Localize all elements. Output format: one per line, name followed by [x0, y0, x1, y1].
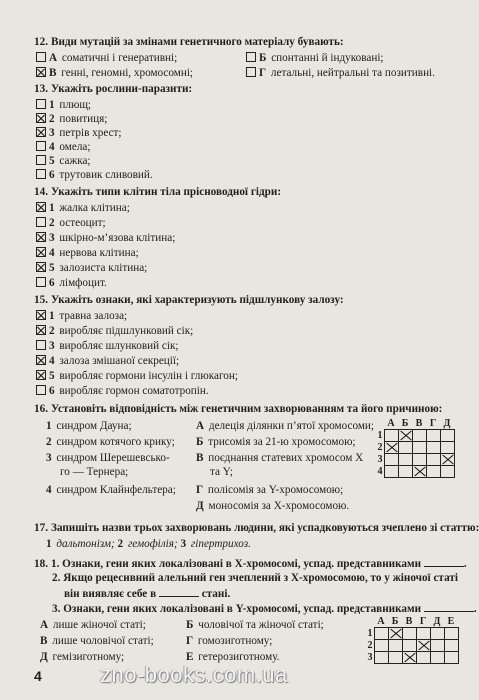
question-16: 16. Установіть відповідність між генетичним захворюванням та його причиною:: [34, 403, 443, 415]
q16-left-3b: го — Тернера;: [60, 466, 129, 478]
q16-answer-grid: [370, 417, 455, 478]
q12-option-c[interactable]: В генні, геномні, хромосомні;: [36, 66, 193, 80]
watermark: zno-books.com.ua: [100, 662, 288, 687]
checkbox-checked[interactable]: [36, 262, 46, 272]
grid-col-label: Д: [433, 615, 441, 627]
grid-cell[interactable]: [384, 466, 398, 478]
blank-line[interactable]: [159, 586, 199, 597]
grid-cell[interactable]: [440, 430, 454, 442]
grid-cell[interactable]: [430, 652, 444, 664]
grid-cell-marked[interactable]: [412, 466, 426, 478]
q14-option-5[interactable]: 5 залозиста клітина;: [36, 261, 147, 275]
grid-row-label: 4: [377, 466, 383, 477]
q13-option-3[interactable]: 3 петрів хрест;: [36, 126, 122, 140]
grid-cell[interactable]: [412, 442, 426, 454]
grid-cell[interactable]: [426, 442, 440, 454]
q14-option-2[interactable]: 2 остеоцит;: [36, 216, 106, 230]
checkbox[interactable]: [36, 277, 46, 287]
page-number: 4: [34, 668, 42, 684]
q16-right-a: А делеція ділянки п’ятої хромосоми;: [196, 420, 375, 432]
q14-option-3[interactable]: 3 шкірно-м’язова клітина;: [36, 231, 175, 245]
grid-cell[interactable]: [426, 454, 440, 466]
grid-cell-marked[interactable]: [398, 430, 412, 442]
question-14: 14. Укажіть типи клітин тіла прісноводної гідри:: [34, 186, 282, 198]
grid-cell-marked[interactable]: [384, 442, 398, 454]
blank-line[interactable]: [424, 556, 464, 567]
grid-cell[interactable]: [398, 466, 412, 478]
checkbox-checked[interactable]: [36, 247, 46, 257]
grid-row-label: 2: [377, 442, 383, 453]
q14-option-4[interactable]: 4 нервова клітина;: [36, 246, 139, 260]
grid-cell-marked[interactable]: [440, 454, 454, 466]
checkbox-checked[interactable]: [36, 325, 46, 335]
q15-option-6[interactable]: 6 виробляє гормон соматотропін.: [36, 384, 209, 398]
grid-cell[interactable]: [426, 430, 440, 442]
grid-cell[interactable]: [426, 466, 440, 478]
q16-left-4: 4 синдром Клайнфельтера;: [46, 484, 176, 496]
grid-cell[interactable]: [384, 430, 398, 442]
q16-left-2: 2 синдром котячого крику;: [46, 436, 175, 448]
grid-cell[interactable]: [388, 640, 402, 652]
checkbox-checked[interactable]: [36, 67, 46, 77]
grid-col-label: Б: [401, 417, 409, 429]
q15-option-5[interactable]: 5 виробляє гормони інсулін і глюкагон;: [36, 369, 238, 383]
grid-row-label: 3: [377, 454, 383, 465]
checkbox[interactable]: [246, 52, 256, 62]
grid-row-label: 3: [367, 652, 373, 663]
grid-cell-marked[interactable]: [416, 640, 430, 652]
grid-cell[interactable]: [440, 466, 454, 478]
grid-cell[interactable]: [416, 628, 430, 640]
grid-row-label: 1: [377, 430, 383, 441]
grid-cell[interactable]: [374, 640, 388, 652]
q18-option-f: Е гетерозиготному.: [186, 651, 280, 663]
grid-col-label: А: [387, 417, 395, 429]
checkbox-checked[interactable]: [36, 127, 46, 137]
grid-row-label: 1: [367, 628, 373, 639]
checkbox-checked[interactable]: [36, 113, 46, 123]
checkbox[interactable]: [36, 141, 46, 151]
q13-option-6[interactable]: 6 трутовик сливовий.: [36, 168, 153, 182]
grid-row-label: 2: [367, 640, 373, 651]
q16-right-c: В поєднання статевих хромосом X: [196, 452, 364, 464]
grid-cell[interactable]: [398, 442, 412, 454]
q17-answers: 1 дальтонізм; 2 гемофілія; 3 гіпертрихоз.: [46, 538, 251, 550]
checkbox[interactable]: [36, 155, 46, 165]
checkbox[interactable]: [36, 385, 46, 395]
checkbox-checked[interactable]: [36, 232, 46, 242]
checkbox-checked[interactable]: [36, 355, 46, 365]
grid-cell[interactable]: [412, 430, 426, 442]
question-17: 17. Запишіть назви трьох захворювань людини, які успадковуються зчеплено зі статтю:: [34, 522, 479, 534]
q14-option-1[interactable]: 1 жалка клітина;: [36, 201, 130, 215]
checkbox[interactable]: [36, 217, 46, 227]
q12-option-d[interactable]: Г летальні, нейтральні та позитивні.: [246, 66, 435, 80]
q18-answer-grid: [360, 615, 459, 664]
checkbox-checked[interactable]: [36, 202, 46, 212]
q15-option-2[interactable]: 2 виробляє підшлунковий сік;: [36, 324, 193, 338]
q13-option-5[interactable]: 5 сажка;: [36, 154, 91, 168]
grid-col-label: Д: [443, 417, 451, 429]
q13-option-2[interactable]: 2 повитиця;: [36, 112, 107, 126]
checkbox[interactable]: [36, 52, 46, 62]
checkbox-checked[interactable]: [36, 370, 46, 380]
q16-right-d: Г полісомія за Y-хромосомою;: [196, 484, 344, 496]
grid-cell[interactable]: [402, 628, 416, 640]
grid-cell[interactable]: [444, 652, 458, 664]
q15-option-1[interactable]: 1 травна залоза;: [36, 309, 127, 323]
grid-cell[interactable]: [388, 652, 402, 664]
question-13: 13. Укажіть рослини-паразити:: [34, 83, 193, 95]
q13-option-1[interactable]: 1 плющ;: [36, 98, 91, 112]
q18-option-d: Г гомозиготному;: [186, 635, 273, 647]
grid-cell-marked[interactable]: [388, 628, 402, 640]
question-18: 18. 1. Ознаки, гени яких локалізовані в X-хромосомі, успад. представниками .: [34, 558, 467, 570]
grid-col-label: Е: [447, 615, 455, 627]
q18-option-e: Д гемізиготному;: [40, 651, 125, 663]
grid-cell[interactable]: [412, 454, 426, 466]
q14-option-6[interactable]: 6 лімфоцит.: [36, 276, 107, 290]
grid-cell[interactable]: [402, 640, 416, 652]
q12-option-b[interactable]: Б спонтанні й індуковані;: [246, 51, 384, 65]
grid-cell[interactable]: [416, 652, 430, 664]
checkbox[interactable]: [246, 67, 256, 77]
checkbox[interactable]: [36, 340, 46, 350]
blank-line[interactable]: [424, 601, 474, 612]
q15-option-3[interactable]: 3 виробляє шлунковий сік;: [36, 339, 179, 353]
q18-option-a: А лише жіночої статі;: [40, 619, 146, 631]
grid-cell[interactable]: [374, 628, 388, 640]
grid-col-label: Г: [419, 615, 427, 627]
checkbox[interactable]: [36, 169, 46, 179]
q18-option-c: В лише чоловічої статі;: [40, 635, 154, 647]
q18-statement-2b: він виявляє себе в стані.: [64, 588, 231, 600]
grid-cell[interactable]: [374, 652, 388, 664]
grid-cell[interactable]: [398, 454, 412, 466]
q12-option-a[interactable]: А соматичні і генеративні;: [36, 51, 177, 65]
question-12: 12. Види мутацій за змінами генетичного матеріалу бувають:: [34, 36, 344, 48]
grid-col-label: Г: [429, 417, 437, 429]
q16-left-1: 1 синдром Дауна;: [46, 420, 132, 432]
q18-statement-2: 2. Якщо рецесивний алельний ген зчеплений з X-хромосомою, то у жіночої статі: [52, 572, 458, 584]
checkbox-checked[interactable]: [36, 310, 46, 320]
grid-cell[interactable]: [444, 628, 458, 640]
q18-option-b: Б чоловічої та жіночої статі;: [186, 619, 324, 631]
grid-cell[interactable]: [430, 628, 444, 640]
grid-col-label: А: [377, 615, 385, 627]
q18-statement-3: 3. Ознаки, гени яких локалізовані в Y-хромосомі, успад. представниками .: [52, 603, 477, 615]
grid-col-label: Б: [391, 615, 399, 627]
q16-right-b: Б трисомія за 21-ю хромосомою;: [196, 436, 356, 448]
grid-cell[interactable]: [430, 640, 444, 652]
q13-option-4[interactable]: 4 омела;: [36, 140, 90, 154]
q16-right-e: Д моносомія за X-хромосомою.: [196, 500, 350, 512]
q16-left-3: 3 синдром Шерешевсько-: [46, 452, 170, 464]
grid-col-label: В: [405, 615, 413, 627]
grid-cell[interactable]: [444, 640, 458, 652]
q16-right-c2: та Y;: [210, 466, 233, 478]
checkbox[interactable]: [36, 99, 46, 109]
grid-cell-marked[interactable]: [402, 652, 416, 664]
question-15: 15. Укажіть ознаки, які характеризують підшлункову залозу:: [34, 294, 344, 306]
grid-cell[interactable]: [384, 454, 398, 466]
grid-cell[interactable]: [440, 442, 454, 454]
q15-option-4[interactable]: 4 залоза змішаної секреції;: [36, 354, 179, 368]
grid-col-label: В: [415, 417, 423, 429]
